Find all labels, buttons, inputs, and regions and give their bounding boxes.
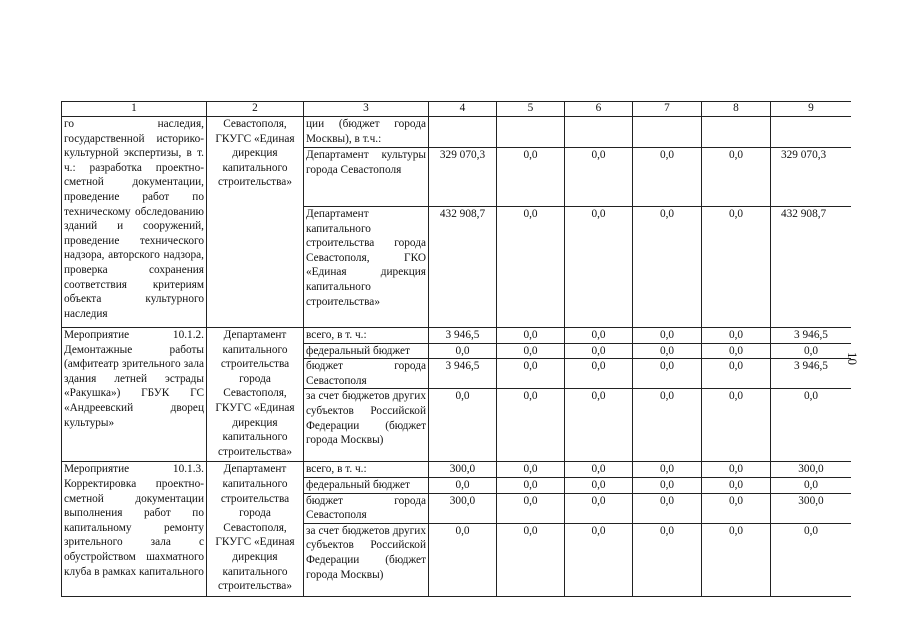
value-cell: 0,0	[702, 523, 771, 596]
column-header: 8	[702, 102, 771, 117]
value-cell: 0,0	[633, 207, 702, 328]
value-cell: 0,0	[633, 477, 702, 493]
value-cell: 0,0	[633, 328, 702, 344]
value-cell	[702, 117, 771, 148]
value-cell: 300,0	[771, 462, 852, 478]
funding-source-cell: федеральный бюджет	[304, 477, 429, 493]
value-cell: 0,0	[497, 389, 565, 462]
value-cell: 0,0	[633, 148, 702, 207]
funding-source-cell: за счет бюджетов других субъектов Российской Федерации (бюджет города Москвы)	[304, 389, 429, 462]
value-cell: 0,0	[702, 477, 771, 493]
value-cell: 3 946,5	[429, 359, 497, 389]
document-page	[61, 101, 851, 602]
value-cell: 0,0	[633, 343, 702, 359]
executor-cell: Департамент капитального строительства города Севастополя, ГКУГС «Единая дирекция капитального строительства»	[207, 462, 304, 596]
value-cell: 0,0	[429, 389, 497, 462]
value-cell: 0,0	[633, 389, 702, 462]
column-header: 6	[565, 102, 633, 117]
value-cell: 0,0	[702, 207, 771, 328]
value-cell: 0,0	[429, 477, 497, 493]
funding-source-cell: бюджет города Севастополя	[304, 493, 429, 523]
value-cell: 300,0	[429, 462, 497, 478]
value-cell: 0,0	[497, 523, 565, 596]
table-row	[62, 328, 852, 344]
value-cell: 0,0	[633, 523, 702, 596]
activity-name-cell: Мероприятие 10.1.3. Корректировка проектно-сметной документации выполнения работ по капитальному ремонту зрительного зала с обустройством шахматного клуба в рамках капитального	[62, 462, 207, 596]
executor-cell: Департамент капитального строительства города Севастополя, ГКУГС «Единая дирекция капитального строительства»	[207, 328, 304, 462]
column-header: 9	[771, 102, 852, 117]
value-cell	[429, 117, 497, 148]
activity-name-cell: го наследия, государственной историко-культурной экспертизы, в т. ч.: разработка проектно-сметной документации, проведение работ по техническому обследованию зданий и сооружений, проведение технического надзора, авторского надзора, проверка сохранения соответствия критериям объекта культурного наследия	[62, 117, 207, 328]
column-header: 5	[497, 102, 565, 117]
value-cell: 0,0	[565, 462, 633, 478]
value-cell: 0,0	[633, 462, 702, 478]
budget-table	[61, 101, 851, 597]
value-cell: 0,0	[771, 389, 852, 462]
value-cell: 3 946,5	[771, 328, 852, 344]
funding-source-cell: всего, в т. ч.:	[304, 328, 429, 344]
value-cell: 0,0	[429, 523, 497, 596]
value-cell: 0,0	[565, 328, 633, 344]
value-cell: 0,0	[565, 148, 633, 207]
value-cell: 0,0	[565, 343, 633, 359]
funding-source-cell: всего, в т. ч.:	[304, 462, 429, 478]
column-header: 7	[633, 102, 702, 117]
funding-source-cell: ции (бюджет города Москвы), в т.ч.:	[304, 117, 429, 148]
value-cell: 0,0	[429, 343, 497, 359]
table-row	[62, 117, 852, 148]
page-number: 10	[845, 352, 860, 365]
value-cell: 0,0	[702, 389, 771, 462]
value-cell: 0,0	[565, 493, 633, 523]
value-cell: 0,0	[702, 359, 771, 389]
value-cell: 0,0	[497, 148, 565, 207]
column-header: 1	[62, 102, 207, 117]
value-cell: 300,0	[429, 493, 497, 523]
funding-source-cell: Департамент капитального строительства города Севастополя, ГКО «Единая дирекция капитального строительства»	[304, 207, 429, 328]
value-cell: 0,0	[497, 328, 565, 344]
value-cell: 0,0	[702, 462, 771, 478]
table-row	[62, 462, 852, 478]
value-cell: 0,0	[633, 493, 702, 523]
value-cell: 0,0	[565, 389, 633, 462]
value-cell: 0,0	[702, 328, 771, 344]
value-cell: 0,0	[497, 493, 565, 523]
value-cell: 3 946,5	[771, 359, 852, 389]
value-cell: 0,0	[497, 343, 565, 359]
value-cell: 0,0	[702, 493, 771, 523]
funding-source-cell: за счет бюджетов других субъектов Российской Федерации (бюджет города Москвы)	[304, 523, 429, 596]
value-cell: 0,0	[565, 359, 633, 389]
value-cell: 0,0	[565, 207, 633, 328]
value-cell: 0,0	[771, 343, 852, 359]
value-cell: 0,0	[565, 523, 633, 596]
value-cell	[633, 117, 702, 148]
value-cell	[497, 117, 565, 148]
column-header: 2	[207, 102, 304, 117]
value-cell: 0,0	[497, 477, 565, 493]
value-cell: 0,0	[497, 207, 565, 328]
funding-source-cell: бюджет города Севастополя	[304, 359, 429, 389]
column-header: 4	[429, 102, 497, 117]
value-cell: 329 070,3	[429, 148, 497, 207]
value-cell: 0,0	[565, 477, 633, 493]
executor-cell: Севастополя, ГКУГС «Единая дирекция капитального строительства»	[207, 117, 304, 328]
value-cell: 0,0	[702, 148, 771, 207]
value-cell: 0,0	[771, 523, 852, 596]
value-cell: 0,0	[702, 343, 771, 359]
column-header: 3	[304, 102, 429, 117]
value-cell: 432 908,7	[771, 207, 852, 328]
value-cell: 0,0	[497, 462, 565, 478]
value-cell: 3 946,5	[429, 328, 497, 344]
activity-name-cell: Мероприятие 10.1.2. Демонтажные работы (амфитеатр зрительного зала здания летней эстрады «Ракушка») ГБУК ГС «Андреевский дворец культуры»	[62, 328, 207, 462]
value-cell: 329 070,3	[771, 148, 852, 207]
value-cell: 300,0	[771, 493, 852, 523]
funding-source-cell: федеральный бюджет	[304, 343, 429, 359]
value-cell: 0,0	[497, 359, 565, 389]
value-cell	[565, 117, 633, 148]
value-cell: 0,0	[771, 477, 852, 493]
column-number-row	[62, 102, 852, 117]
value-cell: 0,0	[633, 359, 702, 389]
value-cell: 432 908,7	[429, 207, 497, 328]
value-cell	[771, 117, 852, 148]
funding-source-cell: Департамент культуры города Севастополя	[304, 148, 429, 207]
